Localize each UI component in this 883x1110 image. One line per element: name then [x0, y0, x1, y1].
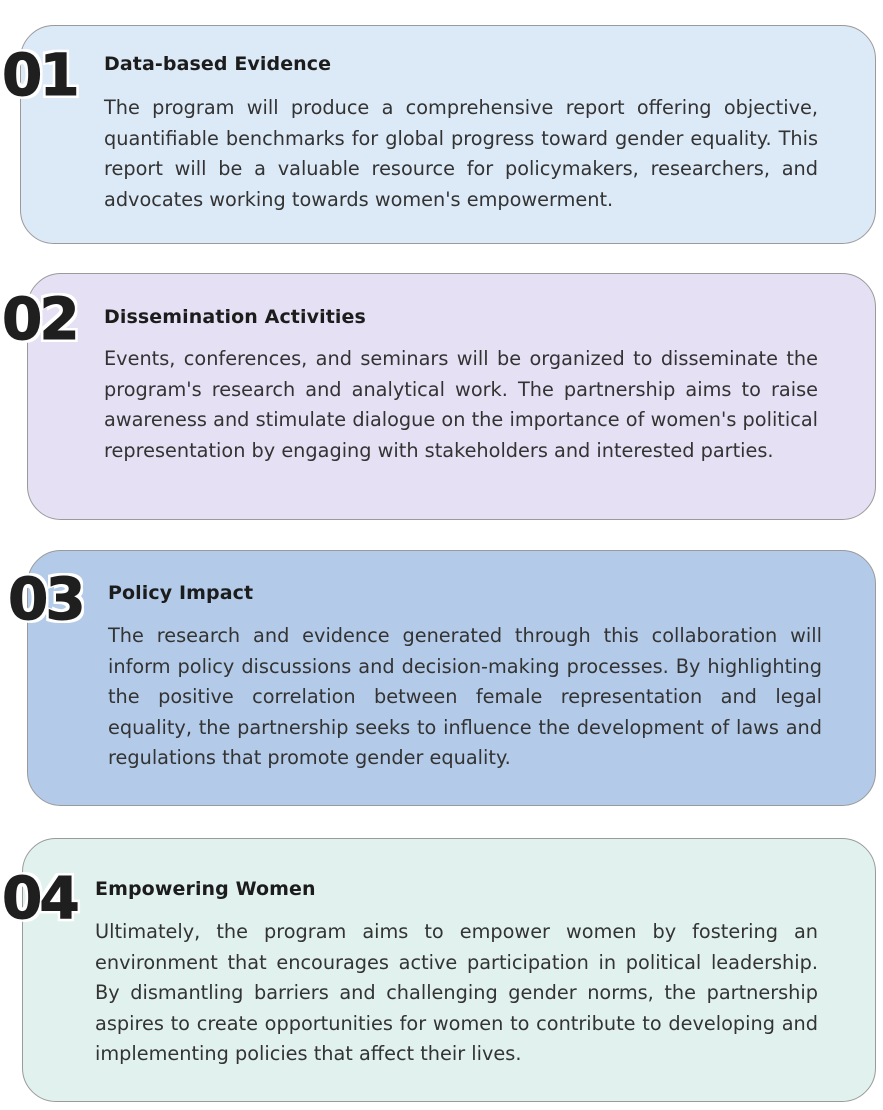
- item-title: Dissemination Activities: [104, 306, 366, 328]
- item-body: The research and evidence generated through this collaboration will inform policy discussions and decision-making processes. By highlighting the positive correlation between female representation and legal equality, the partnership seeks to influence the development of laws and regulations that promote gender equality.: [108, 624, 822, 769]
- item-body: Events, conferences, and seminars will be organized to disseminate the program's research and analytical work. The partnership aims to raise awareness and stimulate dialogue on the importance of women's political representation by engaging with stakeholders and interested parties.: [104, 347, 818, 462]
- item-number: 03: [8, 565, 83, 633]
- item-body: The program will produce a comprehensive report offering objective, quantifiable benchmarks for global progress toward gender equality. This report will be a valuable resource for policymakers, researchers, and advocates working towards women's empowerment.: [104, 96, 818, 211]
- item-title: Empowering Women: [95, 878, 316, 900]
- item-title: Policy Impact: [108, 582, 254, 604]
- item-number: 02: [2, 285, 77, 353]
- item-title: Data-based Evidence: [104, 53, 332, 75]
- item-body: Ultimately, the program aims to empower women by fostering an environment that encourages active participation in political leadership. By dismantling barriers and challenging gender norms, the partnership aspires to create opportunities for women to contribute to developing and implementing policies that affect their lives.: [95, 920, 818, 1065]
- item-number: 01: [2, 41, 77, 109]
- item-number: 04: [2, 864, 77, 932]
